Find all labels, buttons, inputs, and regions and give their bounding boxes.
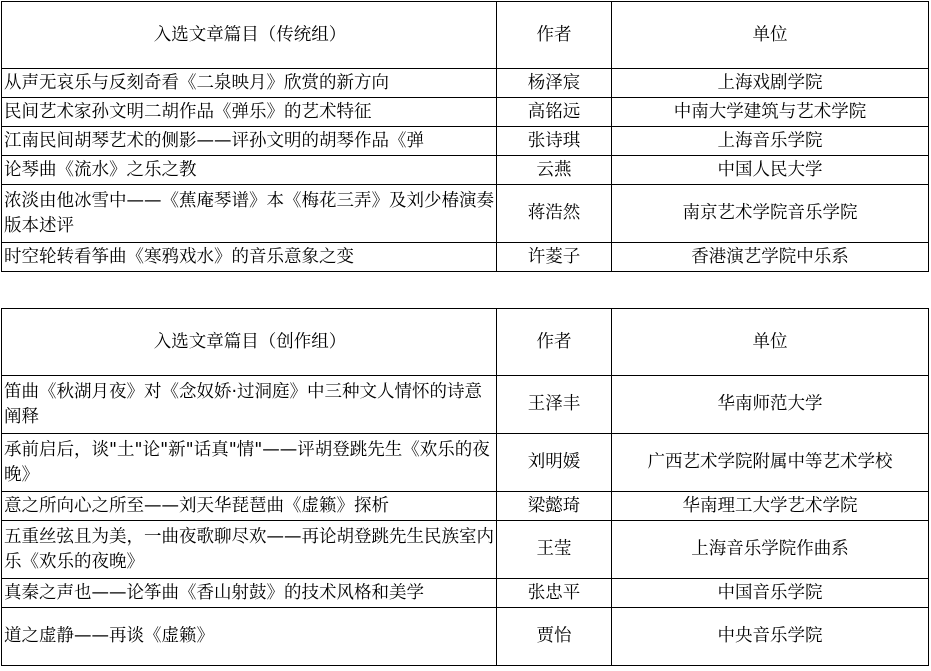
article-author: 张诗琪 [497, 127, 612, 156]
table-header-row [2, 2, 929, 69]
table-row [2, 156, 929, 185]
article-author: 许菱子 [497, 243, 612, 272]
article-author: 刘明媛 [497, 434, 612, 492]
article-author: 杨泽宸 [497, 69, 612, 98]
article-title: 笛曲《秋湖月夜》对《念奴娇·过洞庭》中三种文人情怀的诗意阐释 [2, 376, 497, 434]
article-author: 王泽丰 [497, 376, 612, 434]
article-unit: 中国人民大学 [612, 156, 929, 185]
article-title: 时空轮转看筝曲《寒鸦戏水》的音乐意象之变 [2, 243, 497, 272]
article-unit: 中南大学建筑与艺术学院 [612, 98, 929, 127]
article-unit: 华南理工大学艺术学院 [612, 492, 929, 521]
article-title: 意之所向心之所至——刘天华琵琶曲《虚籁》探析 [2, 492, 497, 521]
column-header-title: 入选文章篇目（创作组） [2, 309, 497, 376]
article-unit: 中国音乐学院 [612, 579, 929, 608]
table-row [2, 521, 929, 579]
article-author: 云燕 [497, 156, 612, 185]
article-title: 从声无哀乐与反刻奇看《二泉映月》欣赏的新方向 [2, 69, 497, 98]
table-row [2, 434, 929, 492]
article-title: 浓淡由他冰雪中——《蕉庵琴谱》本《梅花三弄》及刘少椿演奏版本述评 [2, 185, 497, 243]
article-unit: 华南师范大学 [612, 376, 929, 434]
article-title: 承前启后，谈"土"论"新"话真"情"——评胡登跳先生《欢乐的夜晚》 [2, 434, 497, 492]
article-unit: 广西艺术学院附属中等艺术学校 [612, 434, 929, 492]
article-unit: 上海音乐学院 [612, 127, 929, 156]
column-header-unit: 单位 [612, 2, 929, 69]
table-row [2, 127, 929, 156]
table-header-row [2, 309, 929, 376]
article-title: 民间艺术家孙文明二胡作品《弹乐》的艺术特征 [2, 98, 497, 127]
table-row [2, 98, 929, 127]
table-row [2, 492, 929, 521]
table-row [2, 608, 929, 666]
article-unit: 上海音乐学院作曲系 [612, 521, 929, 579]
article-title: 五重丝弦且为美，一曲夜歌聊尽欢——再论胡登跳先生民族室内乐《欢乐的夜晚》 [2, 521, 497, 579]
column-header-title: 入选文章篇目（传统组） [2, 2, 497, 69]
article-title: 道之虚静——再谈《虚籁》 [2, 608, 497, 666]
column-header-author: 作者 [497, 2, 612, 69]
article-unit: 香港演艺学院中乐系 [612, 243, 929, 272]
table-row [2, 185, 929, 243]
article-unit: 上海戏剧学院 [612, 69, 929, 98]
article-author: 张忠平 [497, 579, 612, 608]
article-title: 论琴曲《流水》之乐之教 [2, 156, 497, 185]
article-author: 蒋浩然 [497, 185, 612, 243]
creative-table [1, 308, 929, 666]
article-title: 江南民间胡琴艺术的侧影——评孙文明的胡琴作品《弹 [2, 127, 497, 156]
table-row [2, 376, 929, 434]
article-author: 王莹 [497, 521, 612, 579]
traditional-table [1, 1, 929, 272]
article-author: 梁懿琦 [497, 492, 612, 521]
article-unit: 中央音乐学院 [612, 608, 929, 666]
article-unit: 南京艺术学院音乐学院 [612, 185, 929, 243]
table-row [2, 579, 929, 608]
column-header-unit: 单位 [612, 309, 929, 376]
article-author: 贾怡 [497, 608, 612, 666]
table-row [2, 243, 929, 272]
table-row [2, 69, 929, 98]
column-header-author: 作者 [497, 309, 612, 376]
article-author: 高铭远 [497, 98, 612, 127]
article-title: 真秦之声也——论筝曲《香山射鼓》的技术风格和美学 [2, 579, 497, 608]
